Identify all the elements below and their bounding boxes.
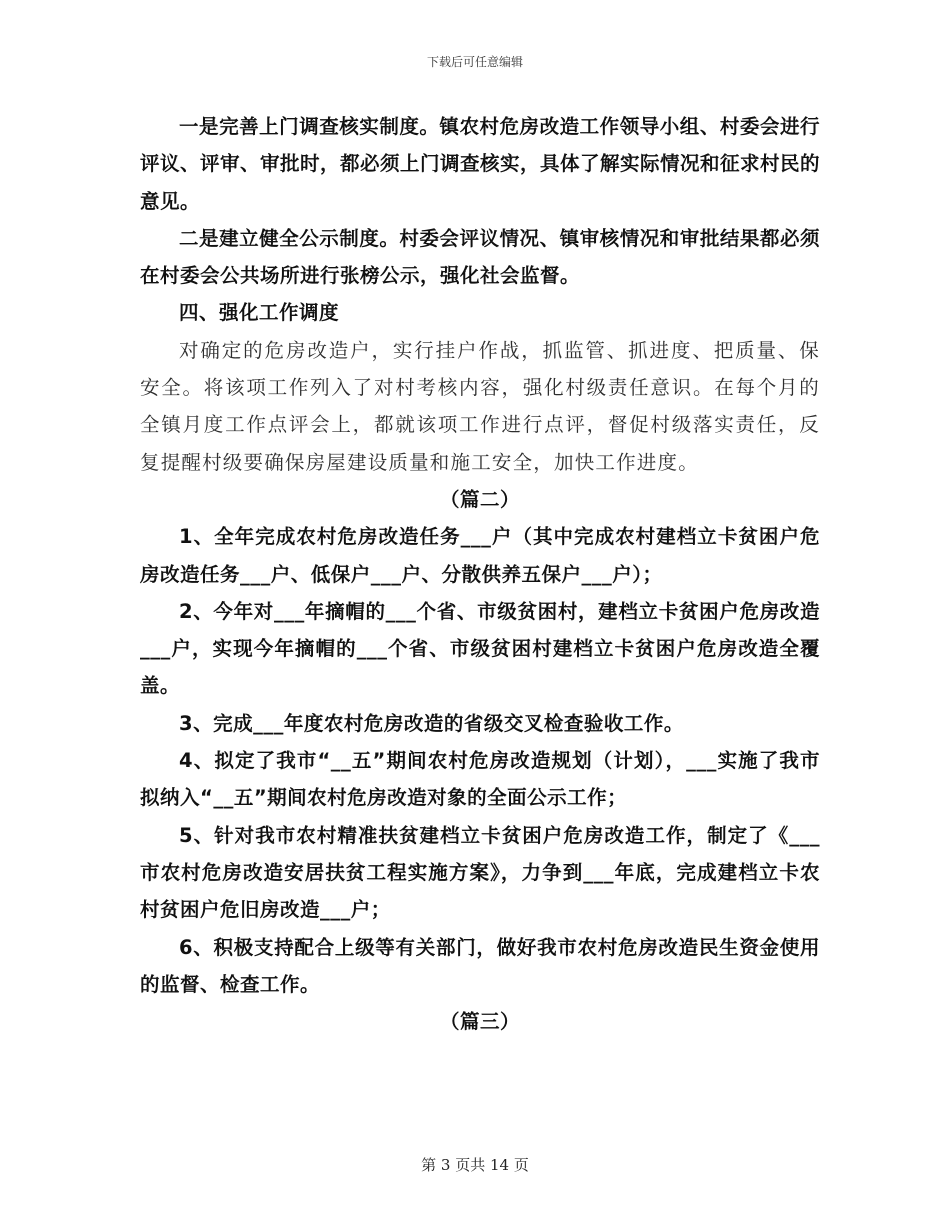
list-item-3: 3、完成___年度农村危房改造的省级交叉检查验收工作。 xyxy=(179,711,684,735)
part-three-heading: （篇三） xyxy=(439,1010,520,1034)
list-item-2: 2、今年对___年摘帽的___个省、市级贫困村，建档立卡贫困户危房改造___户，实现今年摘帽的___个省、市级贫困村建档立卡贫困户危房改造全覆盖。 xyxy=(140,599,820,698)
list-item-5: 5、针对我市农村精准扶贫建档立卡贫困户危房改造工作，制定了《___市农村危房改造安居扶贫工程实施方案》，力争到___年底，完成建档立卡农村贫困户危旧房改造___户； xyxy=(140,823,820,922)
paragraph-scheduling: 对确定的危房改造户，实行挂户作战，抓监管、抓进度、把质量、保安全。将该项工作列入了对村考核内容，强化村级责任意识。在每个月的全镇月度工作点评会上，都就该项工作进行点评，督促村级落实责任，反复提醒村级要确保房屋建设质量和施工安全，加快工作进度。 xyxy=(140,338,820,474)
page-footer: 第 3 页共 14 页 xyxy=(421,1156,529,1174)
list-item-4: 4、拟定了我市“__五”期间农村危房改造规划（计划），___实施了我市拟纳入“__五”期间农村危房改造对象的全面公示工作； xyxy=(140,749,820,810)
section-heading-scheduling: 四、强化工作调度 xyxy=(179,301,340,325)
paragraph-verification-system: 一是完善上门调查核实制度。镇农村危房改造工作领导小组、村委会进行评议、评审、审批时，都必须上门调查核实，具体了解实际情况和征求村民的意见。 xyxy=(140,115,821,213)
document-body xyxy=(140,108,820,1040)
list-item-1: 1、全年完成农村危房改造任务___户（其中完成农村建档立卡贫困户危房改造任务___户、低保户___户、分散供养五保户___户）； xyxy=(140,525,820,586)
paragraph-publicity-system: 二是建立健全公示制度。村委会评议情况、镇审核情况和审批结果都必须在村委会公共场所进行张榜公示，强化社会监督。 xyxy=(140,226,820,288)
list-item-6: 6、积极支持配合上级等有关部门，做好我市农村危房改造民生资金使用的监督、检查工作。 xyxy=(140,935,820,996)
part-two-heading: （篇二） xyxy=(439,487,520,511)
page-header: 下载后可任意编辑 xyxy=(426,55,523,69)
